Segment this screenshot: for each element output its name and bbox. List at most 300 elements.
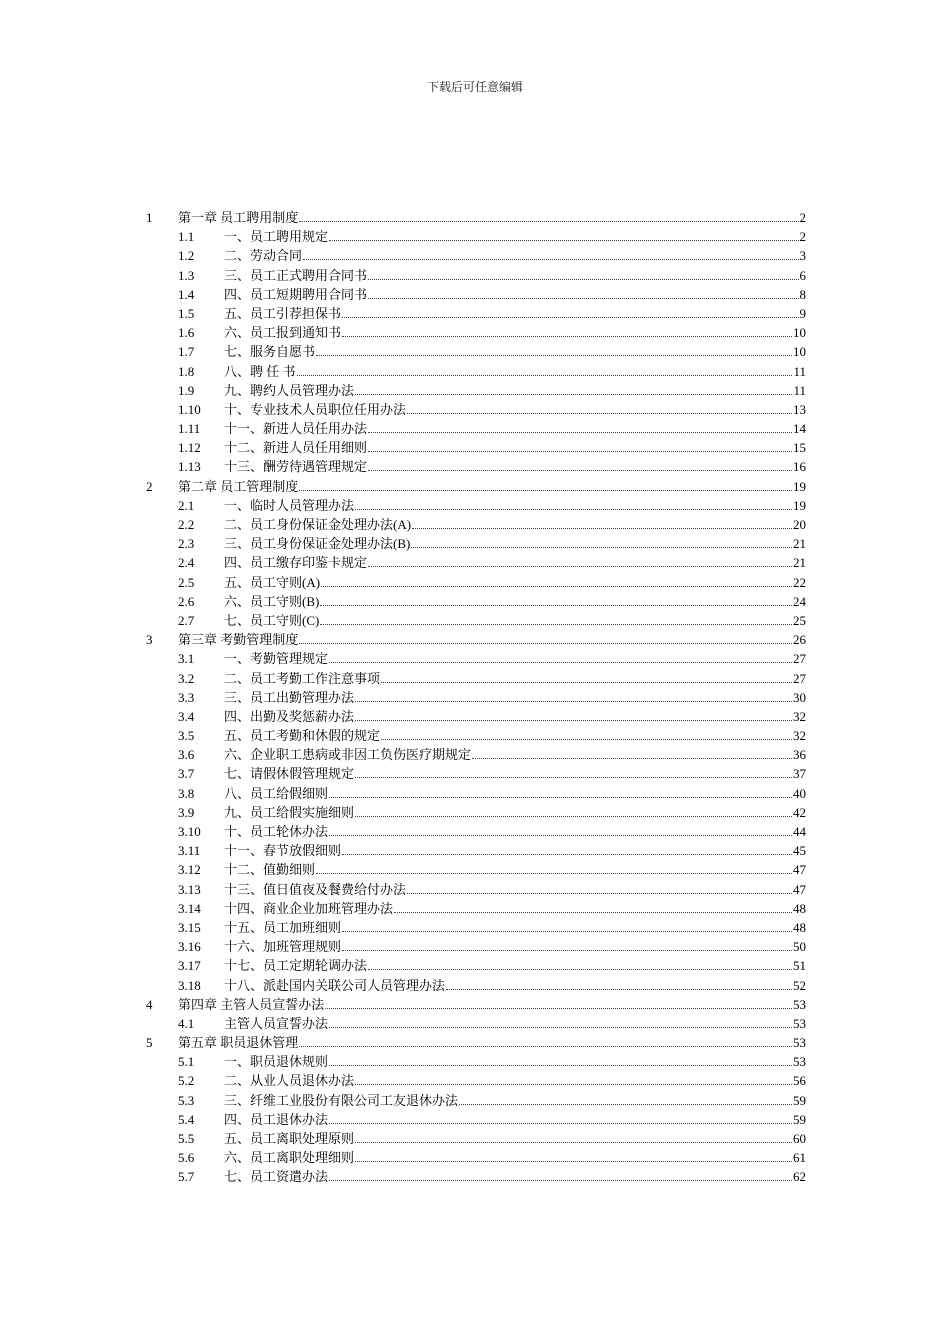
toc-entry-title: 一、考勤管理规定 (224, 651, 329, 667)
toc-entry-title: 十七、员工定期轮调办法 (224, 958, 368, 974)
toc-entry-number: 3.11 (178, 843, 201, 859)
toc-dot-leader (329, 823, 792, 836)
toc-entry-title: 十、员工轮休办法 (224, 824, 329, 839)
toc-dot-leader (329, 650, 792, 663)
toc-entry-line (224, 381, 806, 400)
toc-entry-page: 10 (793, 325, 806, 341)
toc-entry-number: 3 (146, 632, 153, 648)
toc-section-entry[interactable] (146, 784, 806, 803)
toc-dot-leader (368, 420, 792, 433)
toc-entry-line (224, 860, 806, 879)
toc-section-entry[interactable] (146, 1148, 806, 1167)
toc-section-entry[interactable] (146, 1129, 806, 1148)
toc-entry-line (224, 496, 806, 515)
toc-dot-leader (446, 977, 792, 990)
toc-entry-number: 1.2 (178, 248, 195, 264)
toc-entry-page: 61 (793, 1150, 806, 1166)
toc-entry-page: 48 (793, 919, 806, 935)
toc-entry-title: 五、员工离职处理原则 (224, 1131, 355, 1146)
toc-entry-line (224, 285, 806, 304)
toc-chapter-entry[interactable] (146, 630, 806, 649)
toc-entry-title: 六、员工离职处理细则 (224, 1150, 355, 1166)
toc-entry-page: 13 (793, 401, 806, 417)
toc-entry-page: 10 (793, 344, 806, 360)
toc-entry-number: 3.16 (178, 939, 201, 955)
toc-entry-number: 2.6 (178, 593, 195, 609)
toc-entry-line (224, 937, 806, 956)
toc-entry-page: 14 (793, 421, 806, 437)
toc-entry-number: 2 (146, 478, 153, 494)
toc-entry-title: 十二、值勤细则 (224, 862, 316, 878)
toc-dot-leader (381, 670, 792, 683)
toc-dot-leader (329, 1111, 792, 1124)
toc-entry-number: 2.5 (178, 574, 195, 590)
toc-section-entry[interactable] (146, 860, 806, 879)
toc-entry-line (178, 1033, 806, 1052)
toc-chapter-entry[interactable] (146, 208, 806, 227)
toc-entry-title: 三、纤维工业股份有限公司工友退休办法 (224, 1092, 459, 1108)
toc-entry-line (224, 688, 806, 707)
toc-entry-number: 3.9 (178, 804, 195, 820)
toc-entry-page: 21 (793, 536, 806, 552)
toc-dot-leader (407, 881, 792, 894)
toc-section-entry[interactable] (146, 764, 806, 783)
toc-dot-leader (316, 343, 792, 356)
toc-entry-title: 二、员工身份保证金处理办法(A) (224, 517, 412, 532)
toc-entry-number: 1.1 (178, 229, 195, 245)
toc-dot-leader (355, 382, 792, 395)
toc-entry-number: 2.1 (178, 497, 195, 513)
toc-entry-page: 26 (793, 632, 806, 648)
toc-entry-number: 3.5 (178, 728, 195, 744)
toc-section-entry[interactable] (146, 880, 806, 899)
toc-dot-leader (299, 209, 798, 222)
toc-section-entry[interactable] (146, 822, 806, 841)
toc-dot-leader (297, 363, 793, 376)
toc-chapter-entry[interactable] (146, 1033, 806, 1052)
toc-section-entry[interactable] (146, 266, 806, 285)
toc-entry-title: 第五章 职员退休管理 (178, 1035, 299, 1051)
toc-entry-number: 1.5 (178, 305, 195, 321)
toc-entry-line (224, 592, 806, 611)
toc-entry-title: 二、劳动合同 (224, 248, 303, 264)
toc-section-entry[interactable] (146, 362, 806, 381)
toc-entry-line (224, 707, 806, 726)
toc-entry-title: 五、员工引荐担保书 (224, 305, 342, 321)
toc-entry-line (224, 553, 806, 572)
toc-entry-title: 四、员工退休办法 (224, 1111, 329, 1127)
toc-entry-page: 3 (799, 248, 806, 264)
toc-entry-page: 32 (793, 728, 806, 744)
toc-entry-title: 八、聘 任 书 (224, 363, 296, 379)
toc-entry-page: 11 (793, 363, 806, 379)
toc-entry-line (224, 246, 806, 265)
toc-section-entry[interactable] (146, 496, 806, 515)
toc-entry-line (224, 515, 806, 534)
toc-entry-number: 1.12 (178, 440, 201, 456)
toc-entry-page: 27 (793, 651, 806, 667)
toc-section-entry[interactable] (146, 534, 806, 553)
toc-dot-leader (355, 765, 792, 778)
toc-entry-number: 1.8 (178, 363, 195, 379)
toc-section-entry[interactable] (146, 342, 806, 361)
toc-entry-number: 5.6 (178, 1150, 195, 1166)
toc-entry-title: 一、员工聘用规定 (224, 229, 329, 245)
toc-dot-leader (329, 1053, 792, 1066)
toc-entry-number: 3.2 (178, 670, 195, 686)
toc-entry-number: 1.7 (178, 344, 195, 360)
table-of-contents (146, 208, 806, 1187)
toc-dot-leader (355, 1149, 792, 1162)
toc-entry-line (224, 457, 806, 476)
page-header: 下载后可任意编辑 (426, 80, 523, 94)
toc-section-entry[interactable] (146, 1167, 806, 1186)
toc-entry-line (224, 976, 806, 995)
toc-section-entry[interactable] (146, 669, 806, 688)
toc-entry-number: 3.12 (178, 862, 201, 878)
toc-dot-leader (355, 497, 792, 510)
toc-entry-page: 53 (793, 1015, 806, 1031)
toc-dot-leader (299, 1034, 792, 1047)
toc-entry-line (224, 745, 806, 764)
toc-entry-page: 45 (793, 843, 806, 859)
toc-entry-line (224, 669, 806, 688)
toc-entry-title: 二、从业人员退休办法 (224, 1073, 355, 1089)
toc-section-entry[interactable] (146, 515, 806, 534)
toc-entry-number: 5.4 (178, 1111, 195, 1127)
toc-entry-number: 1.13 (178, 459, 201, 475)
toc-entry-line (224, 726, 806, 745)
toc-section-entry[interactable] (146, 304, 806, 323)
toc-dot-leader (355, 708, 792, 721)
toc-entry-title: 五、员工守则(A) (224, 574, 321, 590)
toc-entry-line (178, 630, 806, 649)
toc-entry-number: 1 (146, 210, 153, 225)
toc-entry-number: 2.3 (178, 536, 195, 552)
toc-dot-leader (368, 458, 792, 471)
toc-entry-line (224, 1091, 806, 1110)
toc-entry-title: 十、专业技术人员职位任用办法 (224, 401, 407, 417)
toc-dot-leader (321, 574, 792, 587)
toc-entry-page: 2 (799, 229, 806, 245)
toc-section-entry[interactable] (146, 227, 806, 246)
toc-entry-page: 16 (793, 459, 806, 475)
toc-entry-number: 2.2 (178, 517, 195, 532)
toc-entry-line (224, 362, 806, 381)
toc-entry-number: 5.1 (178, 1054, 195, 1070)
toc-entry-line (224, 266, 806, 285)
toc-entry-page: 25 (793, 612, 806, 628)
toc-section-entry[interactable] (146, 419, 806, 438)
toc-entry-number: 1.6 (178, 325, 195, 341)
toc-section-entry[interactable] (146, 649, 806, 668)
toc-section-entry[interactable] (146, 899, 806, 918)
toc-entry-page: 62 (793, 1169, 806, 1185)
toc-dot-leader (355, 804, 792, 817)
toc-dot-leader (407, 401, 792, 414)
toc-section-entry[interactable] (146, 400, 806, 419)
toc-dot-leader (329, 1168, 792, 1181)
toc-entry-title: 十一、新进人员任用办法 (224, 421, 368, 437)
toc-entry-page: 32 (793, 708, 806, 724)
toc-entry-page: 50 (793, 939, 806, 955)
toc-dot-leader (342, 842, 792, 855)
toc-section-entry[interactable] (146, 573, 806, 592)
toc-entry-line (224, 611, 806, 630)
toc-section-entry[interactable] (146, 1014, 806, 1033)
toc-entry-number: 5.7 (178, 1169, 195, 1185)
toc-section-entry[interactable] (146, 745, 806, 764)
toc-section-entry[interactable] (146, 803, 806, 822)
toc-section-entry[interactable] (146, 937, 806, 956)
toc-entry-line (224, 1071, 806, 1090)
toc-entry-title: 六、员工报到通知书 (224, 325, 342, 341)
toc-entry-number: 3.7 (178, 766, 195, 782)
toc-dot-leader (411, 535, 792, 548)
toc-entry-line (224, 419, 806, 438)
toc-entry-line (178, 477, 806, 496)
toc-entry-title: 十一、春节放假细则 (224, 843, 342, 859)
toc-entry-line (224, 573, 806, 592)
toc-chapter-entry[interactable] (146, 995, 806, 1014)
toc-entry-number: 4.1 (178, 1015, 195, 1031)
toc-section-entry[interactable] (146, 688, 806, 707)
toc-entry-title: 二、员工考勤工作注意事项 (224, 670, 381, 686)
toc-entry-page: 19 (793, 497, 806, 513)
toc-entry-line (224, 1129, 806, 1148)
toc-entry-line (224, 227, 806, 246)
toc-section-entry[interactable] (146, 1071, 806, 1090)
toc-entry-line (224, 803, 806, 822)
toc-section-entry[interactable] (146, 841, 806, 860)
toc-entry-number: 3.17 (178, 958, 201, 974)
toc-entry-page: 47 (793, 862, 806, 878)
toc-entry-title: 七、服务自愿书 (224, 344, 316, 360)
toc-dot-leader (320, 593, 792, 606)
toc-entry-title: 七、员工守则(C) (224, 612, 320, 628)
toc-entry-number: 5.3 (178, 1092, 195, 1108)
toc-entry-number: 3.1 (178, 651, 195, 667)
toc-entry-line (178, 208, 806, 227)
toc-entry-line (224, 323, 806, 342)
toc-entry-line (224, 841, 806, 860)
toc-section-entry[interactable] (146, 457, 806, 476)
toc-section-entry[interactable] (146, 285, 806, 304)
toc-entry-number: 1.9 (178, 382, 195, 398)
toc-entry-line (224, 899, 806, 918)
toc-section-entry[interactable] (146, 611, 806, 630)
toc-dot-leader (342, 324, 792, 337)
toc-dot-leader (472, 746, 792, 759)
toc-entry-title: 一、临时人员管理办法 (224, 497, 355, 513)
toc-entry-page: 52 (793, 977, 806, 993)
toc-section-entry[interactable] (146, 592, 806, 611)
toc-entry-line (224, 1110, 806, 1129)
toc-entry-page: 20 (793, 517, 806, 532)
toc-entry-title: 一、职员退休规则 (224, 1054, 329, 1070)
toc-entry-number: 1.11 (178, 421, 201, 437)
toc-entry-line (224, 304, 806, 323)
toc-entry-title: 九、员工给假实施细则 (224, 804, 355, 820)
toc-entry-title: 七、员工资遣办法 (224, 1169, 329, 1185)
toc-entry-number: 1.3 (178, 267, 195, 283)
toc-entry-line (224, 764, 806, 783)
toc-entry-page: 53 (793, 1054, 806, 1070)
toc-section-entry[interactable] (146, 726, 806, 745)
toc-entry-number: 5 (146, 1035, 153, 1051)
toc-dot-leader (329, 228, 798, 241)
toc-entry-number: 3.18 (178, 977, 201, 993)
toc-entry-number: 5.5 (178, 1131, 195, 1146)
toc-entry-page: 36 (793, 747, 806, 763)
toc-entry-page: 30 (793, 689, 806, 705)
toc-entry-line (224, 1148, 806, 1167)
toc-entry-title: 四、员工短期聘用合同书 (224, 286, 368, 302)
toc-entry-number: 3.3 (178, 689, 195, 705)
toc-dot-leader (325, 996, 792, 1009)
toc-entry-page: 53 (793, 996, 806, 1012)
toc-dot-leader (355, 689, 792, 702)
toc-entry-number: 3.8 (178, 785, 195, 801)
toc-entry-line (224, 1052, 806, 1071)
toc-entry-line (224, 784, 806, 803)
toc-entry-page: 48 (793, 900, 806, 916)
toc-entry-title: 五、员工考勤和休假的规定 (224, 728, 381, 744)
toc-entry-number: 5.2 (178, 1073, 195, 1089)
toc-entry-number: 1.4 (178, 286, 195, 302)
toc-entry-page: 56 (793, 1073, 806, 1089)
toc-dot-leader (342, 919, 792, 932)
toc-entry-line (224, 438, 806, 457)
toc-entry-page: 9 (799, 305, 806, 321)
toc-chapter-entry[interactable] (146, 477, 806, 496)
toc-entry-line (224, 342, 806, 361)
toc-dot-leader (394, 900, 792, 913)
toc-section-entry[interactable] (146, 956, 806, 975)
toc-section-entry[interactable] (146, 246, 806, 265)
toc-entry-title: 十六、加班管理规则 (224, 939, 342, 955)
toc-section-entry[interactable] (146, 1110, 806, 1129)
toc-dot-leader (368, 957, 792, 970)
toc-dot-leader (320, 612, 792, 625)
toc-entry-page: 60 (793, 1131, 806, 1146)
toc-entry-title: 九、聘约人员管理办法 (224, 382, 355, 398)
toc-entry-title: 第四章 主管人员宣誓办法 (178, 996, 325, 1012)
toc-entry-page: 6 (799, 267, 806, 283)
toc-entry-line (224, 649, 806, 668)
toc-entry-line (224, 880, 806, 899)
toc-dot-leader (299, 631, 792, 644)
toc-entry-title: 六、员工守则(B) (224, 593, 320, 609)
toc-entry-page: 2 (799, 210, 806, 225)
toc-entry-page: 37 (793, 766, 806, 782)
toc-entry-number: 3.14 (178, 900, 201, 916)
toc-dot-leader (412, 516, 792, 529)
toc-entry-page: 11 (793, 382, 806, 398)
toc-section-entry[interactable] (146, 323, 806, 342)
toc-dot-leader (459, 1092, 792, 1105)
toc-dot-leader (329, 1015, 792, 1028)
toc-section-entry[interactable] (146, 918, 806, 937)
toc-section-entry[interactable] (146, 381, 806, 400)
toc-entry-page: 8 (799, 286, 806, 302)
toc-entry-number: 2.4 (178, 555, 195, 571)
toc-dot-leader (316, 861, 792, 874)
toc-entry-page: 53 (793, 1035, 806, 1051)
toc-entry-number: 3.15 (178, 919, 201, 935)
toc-entry-title: 四、出勤及奖惩薪办法 (224, 708, 355, 724)
toc-entry-page: 42 (793, 804, 806, 820)
toc-section-entry[interactable] (146, 707, 806, 726)
toc-dot-leader (355, 1130, 792, 1143)
toc-entry-page: 59 (793, 1111, 806, 1127)
toc-entry-title: 主管人员宣誓办法 (224, 1015, 329, 1031)
toc-section-entry[interactable] (146, 438, 806, 457)
toc-dot-leader (342, 305, 798, 318)
toc-dot-leader (368, 286, 798, 299)
toc-entry-number: 3.13 (178, 881, 201, 897)
toc-section-entry[interactable] (146, 553, 806, 572)
toc-entry-line (224, 400, 806, 419)
toc-entry-title: 十二、新进人员任用细则 (224, 440, 368, 456)
toc-entry-title: 第一章 员工聘用制度 (178, 210, 299, 225)
toc-dot-leader (329, 785, 792, 798)
toc-dot-leader (368, 554, 792, 567)
toc-entry-page: 19 (793, 478, 806, 494)
toc-entry-title: 三、员工正式聘用合同书 (224, 267, 368, 283)
toc-entry-title: 第二章 员工管理制度 (178, 478, 299, 494)
toc-entry-number: 4 (146, 996, 153, 1012)
toc-dot-leader (355, 1072, 792, 1085)
toc-entry-line (224, 956, 806, 975)
toc-entry-title: 十八、派赴国内关联公司人员管理办法 (224, 977, 446, 993)
toc-entry-title: 六、企业职工患病或非因工负伤医疗期规定 (224, 747, 472, 763)
toc-entry-line (178, 995, 806, 1014)
toc-entry-line (224, 534, 806, 553)
toc-entry-line (224, 1014, 806, 1033)
toc-entry-title: 三、员工出勤管理办法 (224, 689, 355, 705)
toc-entry-number: 3.6 (178, 747, 195, 763)
toc-entry-page: 24 (793, 593, 806, 609)
toc-entry-title: 七、请假休假管理规定 (224, 766, 355, 782)
toc-entry-number: 1.10 (178, 401, 201, 417)
toc-entry-title: 三、员工身份保证金处理办法(B) (224, 536, 411, 552)
toc-dot-leader (299, 478, 792, 491)
toc-section-entry[interactable] (146, 976, 806, 995)
toc-dot-leader (381, 727, 792, 740)
toc-entry-page: 22 (793, 574, 806, 590)
toc-section-entry[interactable] (146, 1052, 806, 1071)
toc-entry-page: 40 (793, 785, 806, 801)
toc-entry-title: 十五、员工加班细则 (224, 919, 342, 935)
toc-entry-line (224, 822, 806, 841)
toc-section-entry[interactable] (146, 1091, 806, 1110)
toc-dot-leader (368, 267, 798, 280)
toc-entry-title: 第三章 考勤管理制度 (178, 632, 299, 648)
toc-entry-title: 八、员工给假细则 (224, 785, 329, 801)
toc-entry-title: 十四、商业企业加班管理办法 (224, 900, 394, 916)
toc-entry-page: 59 (793, 1092, 806, 1108)
toc-entry-title: 十三、酬劳待遇管理规定 (224, 459, 368, 475)
toc-entry-page: 47 (793, 881, 806, 897)
toc-entry-page: 44 (793, 824, 806, 839)
toc-entry-number: 3.4 (178, 708, 195, 724)
toc-entry-line (224, 918, 806, 937)
toc-entry-number: 2.7 (178, 612, 195, 628)
toc-dot-leader (303, 247, 798, 260)
toc-entry-title: 四、员工缴存印鉴卡规定 (224, 555, 368, 571)
toc-entry-page: 21 (793, 555, 806, 571)
